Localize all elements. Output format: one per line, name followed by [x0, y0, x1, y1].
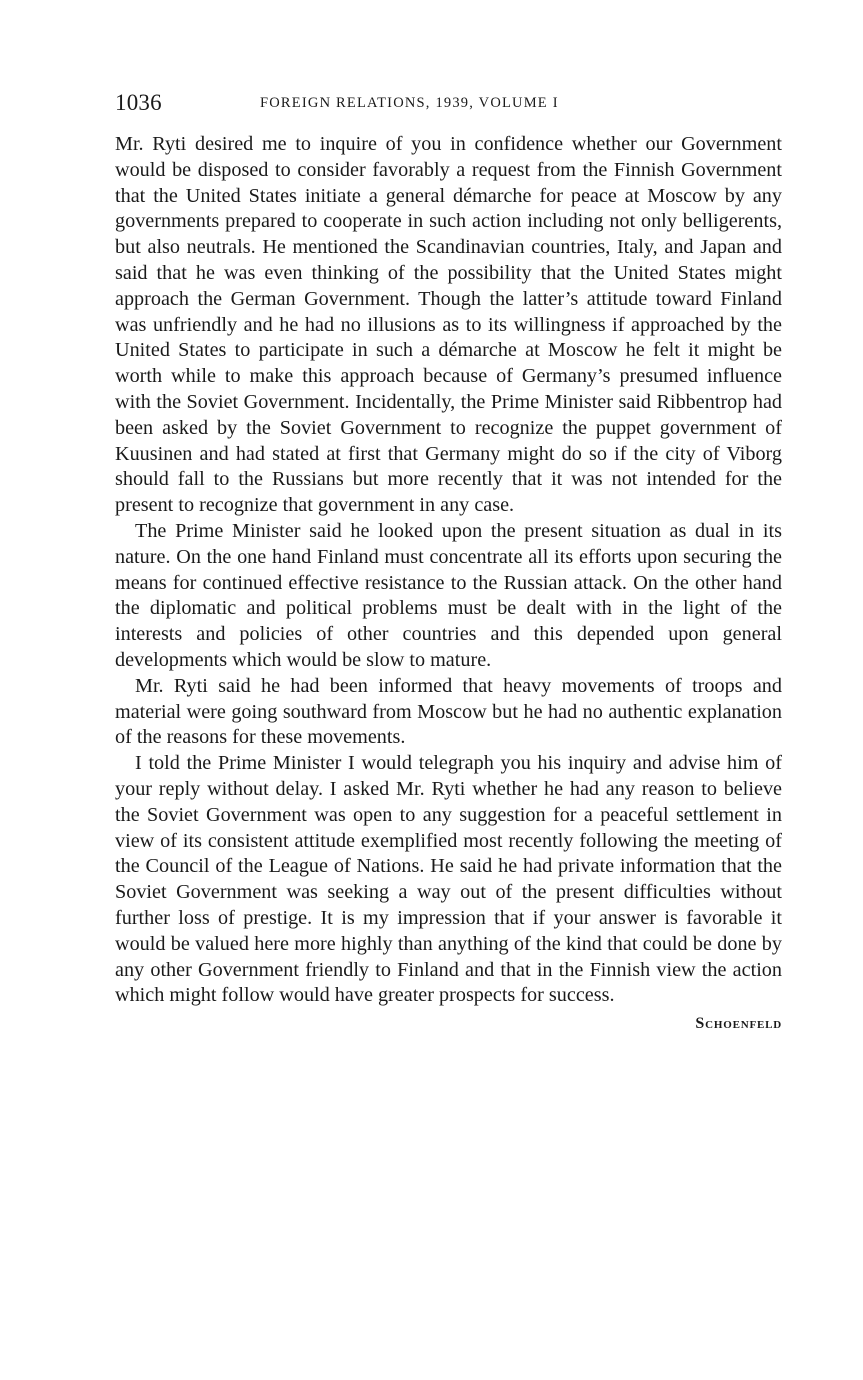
document-page: [115, 90, 782, 1033]
running-title: FOREIGN RELATIONS, 1939, VOLUME I: [260, 95, 559, 111]
page-number: 1036: [115, 90, 162, 115]
paragraph-2: The Prime Minister said he looked upon the present situation as dual in its nature. On the one hand Finland must concentrate all its efforts upon securing the means for continued effective resistance to the Russian attack. On the other hand the diplomatic and political problems must be dealt with in the light of the interests and policies of other countries and this depended upon general developments which would be slow to mature.: [115, 519, 782, 671]
paragraph-3: Mr. Ryti said he had been informed that heavy movements of troops and material were going southward from Moscow but he had no authentic explanation of the reasons for these movements.: [115, 674, 782, 749]
paragraph-4: I told the Prime Minister I would telegraph you his inquiry and advise him of your reply without delay. I asked Mr. Ryti whether he had any reason to believe the Soviet Government was open to any suggestion for a peaceful settlement in view of its consistent attitude exemplified most recently following the meeting of the Council of the League of Nations. He said he had private information that the Soviet Government was seeking a way out of the present difficulties without further loss of prestige. It is my impression that if your answer is favorable it would be valued here more highly than anything of the kind that could be done by any other Government friendly to Finland and that in the Finnish view the action which might follow would have greater prospects for success.: [115, 752, 782, 1007]
running-header: [115, 90, 782, 124]
signature: Schoenfeld: [695, 1015, 782, 1033]
document-body: [115, 132, 782, 1009]
paragraph-1: Mr. Ryti desired me to inquire of you in confidence whether our Government would be disposed to consider favorably a request from the Finnish Government that the United States initiate a general démarche for peace at Moscow by any governments prepared to cooperate in such action including not only belligerents, but also neutrals. He mentioned the Scandinavian countries, Italy, and Japan and said that he was even thinking of the possibility that the United States might approach the German Government. Though the latter’s attitude toward Finland was unfriendly and he had no illusions as to its willingness if approached by the United States to participate in such a démarche at Moscow he felt it might be worth while to make this approach because of Germany’s presumed influence with the Soviet Government. Incidentally, the Prime Minister said Ribbentrop had been asked by the Soviet Government to recognize the puppet government of Kuusinen and had stated at first that Germany might do so if the city of Viborg should fall to the Russians but more recently that it was not intended for the present to recognize that government in any case.: [115, 133, 782, 517]
